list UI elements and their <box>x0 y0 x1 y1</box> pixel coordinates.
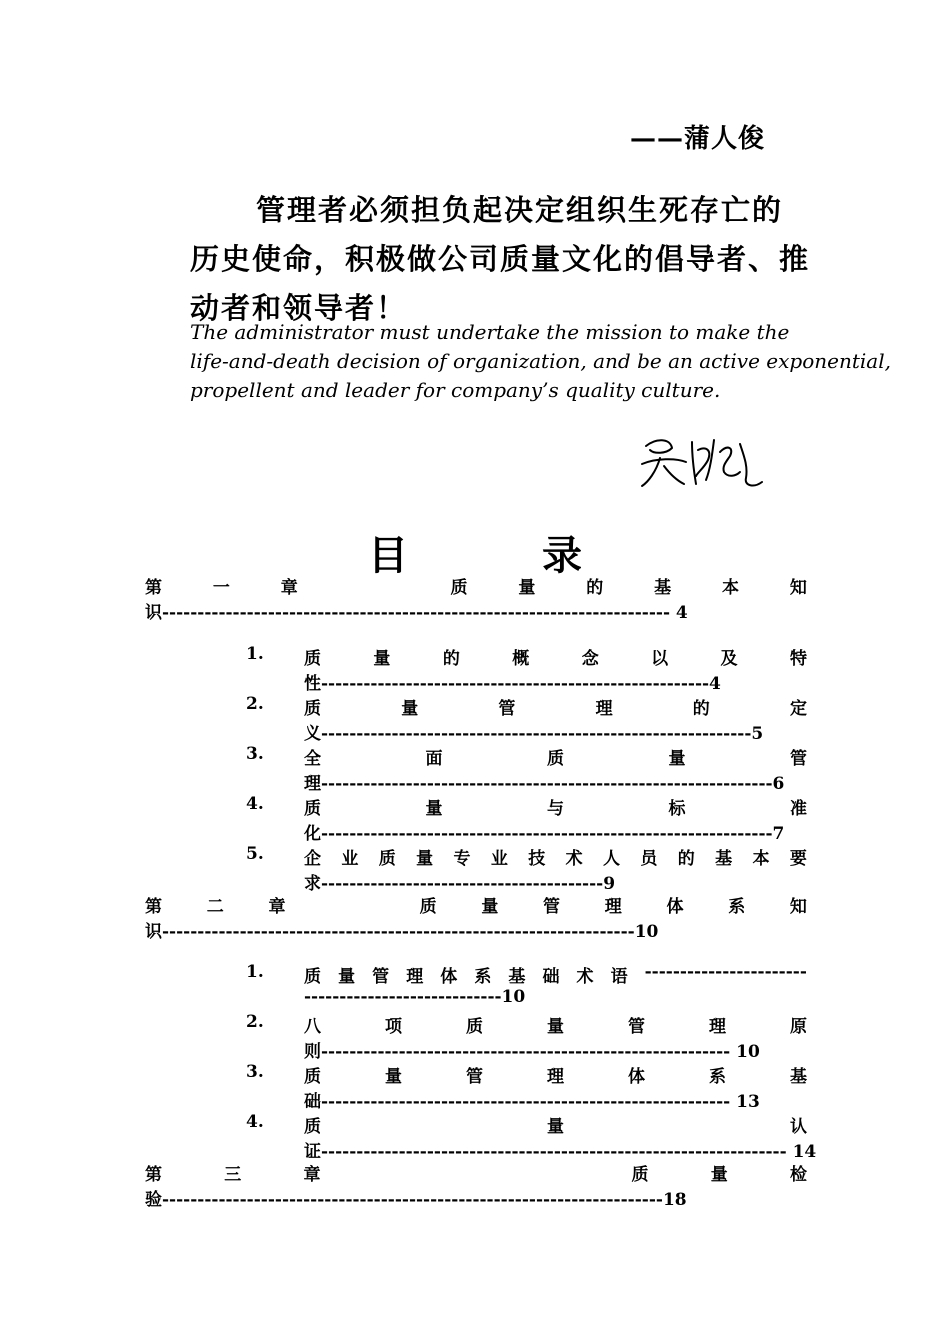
toc-leader: 理----------------------------------------------------------------6 <box>304 774 785 794</box>
toc-item[interactable]: 质 量 的 概 念 以 及 特 性-------------------------------------------------------4 <box>304 649 807 694</box>
english-quote <box>190 318 891 405</box>
toc-leader: 础---------------------------------------------------------- 13 <box>304 1092 760 1112</box>
toc-item[interactable]: 质 量 管 理 体 系 基 础---------------------------------------------------------- 13 <box>304 1067 807 1112</box>
toc-item-number: 4. <box>246 1112 264 1132</box>
toc-item-number: 3. <box>246 1062 264 1082</box>
toc-item-number: 5. <box>246 844 264 864</box>
toc-chapter-1[interactable] <box>145 573 807 623</box>
toc-item-number: 2. <box>246 694 264 714</box>
toc-item-number: 4. <box>246 794 264 814</box>
toc-chapter-3[interactable] <box>145 1160 807 1210</box>
toc-chapter-heading: 第 一 章 质 量 的 基 本 知 <box>145 578 807 598</box>
english-quote-line: propellent and leader for company’s quality culture. <box>190 378 721 402</box>
toc-item[interactable]: 八 项 质 量 管 理 原 则---------------------------------------------------------- 10 <box>304 1017 807 1062</box>
toc-item[interactable]: 质 量 与 标 准 化----------------------------------------------------------------7 <box>304 799 807 844</box>
toc-title: 目 录 <box>368 533 642 579</box>
toc-leader: 识------------------------------------------------------------------------ 4 <box>145 603 688 623</box>
chinese-quote-line: 管理者必须担负起决定组织生死存亡的 <box>256 193 784 227</box>
toc-item[interactable]: 质 量 管 理 的 定 义-------------------------------------------------------------5 <box>304 699 807 744</box>
chinese-quote-line: 历史使命，积极做公司质量文化的倡导者、推 <box>190 242 811 276</box>
toc-leader: 化----------------------------------------------------------------7 <box>304 824 785 844</box>
toc-leader: 证------------------------------------------------------------------ 14 <box>304 1142 817 1162</box>
toc-item-number: 1. <box>246 644 264 664</box>
english-quote-line: The administrator must undertake the mission to make the <box>190 320 790 344</box>
toc-item[interactable]: 企 业 质 量 专 业 技 术 人 员 的 基 本 要 求----------------------------------------9 <box>304 849 807 894</box>
chinese-quote-line: 动者和领导者！ <box>190 291 408 325</box>
toc-chapter-2[interactable] <box>145 892 807 942</box>
toc-item[interactable]: 质 量 认 证------------------------------------------------------------------ 14 <box>304 1117 817 1162</box>
toc-item-number: 2. <box>246 1012 264 1032</box>
toc-chapter-heading: 第 二 章 质 量 管 理 体 系 知 <box>145 897 807 917</box>
quote-attribution: ——蒲人俊 <box>630 124 766 154</box>
toc-item-number: 3. <box>246 744 264 764</box>
toc-leader: 性-------------------------------------------------------4 <box>304 674 721 694</box>
toc-item[interactable]: 质 量 管 理 体 系 基 础 术 语 ----------------------- ----------------------------10 <box>304 962 807 1007</box>
toc-item[interactable]: 全 面 质 量 管 理----------------------------------------------------------------6 <box>304 749 807 794</box>
toc-item-number: 1. <box>246 962 264 982</box>
toc-leader: ----------------------------10 <box>304 987 526 1007</box>
toc-leader: 求----------------------------------------9 <box>304 874 616 894</box>
toc-leader: 识-------------------------------------------------------------------10 <box>145 922 659 942</box>
toc-leader: 义-------------------------------------------------------------5 <box>304 724 764 744</box>
toc-leader: 验-----------------------------------------------------------------------18 <box>145 1190 687 1210</box>
toc-leader: 则---------------------------------------------------------- 10 <box>304 1042 760 1062</box>
english-quote-line: life-and-death decision of organization, and be an active exponential, <box>190 349 891 373</box>
chinese-quote <box>190 186 840 333</box>
handwritten-signature <box>636 428 776 498</box>
toc-chapter-heading: 第 三 章 质 量 检 <box>145 1165 807 1185</box>
